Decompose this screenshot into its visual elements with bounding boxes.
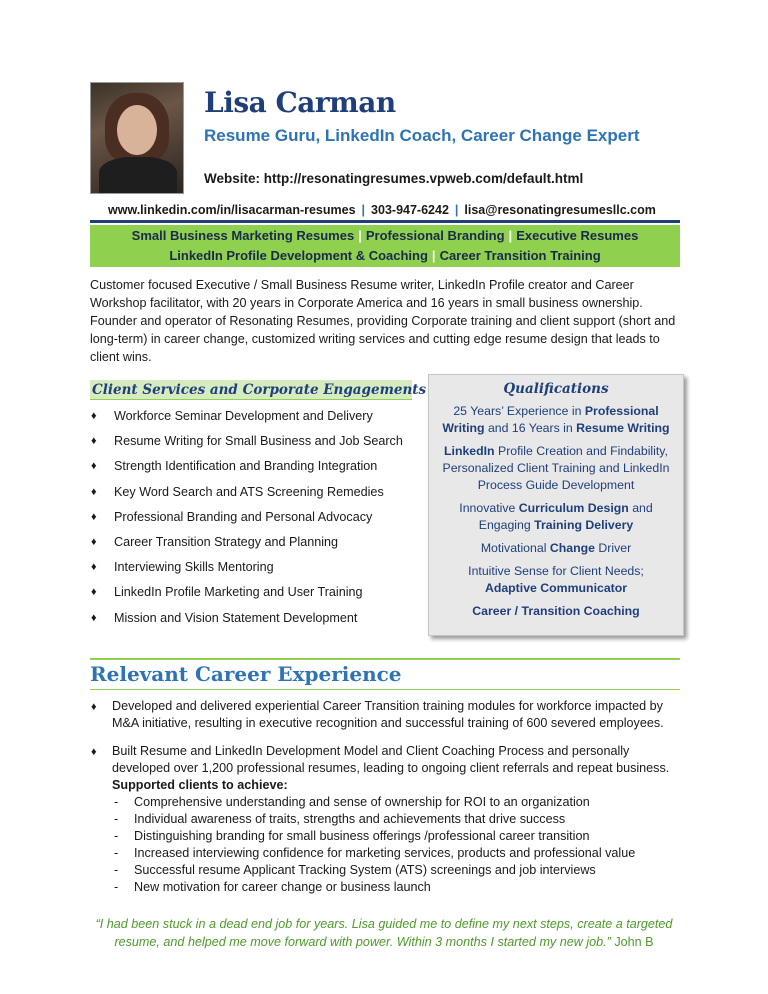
banner-separator: | [508, 228, 513, 243]
banner-item: Executive Resumes [516, 228, 639, 243]
list-item: ♦ Professional Branding and Personal Advocacy [90, 507, 420, 532]
diamond-bullet-icon: ♦ [91, 611, 97, 624]
contact-separator: | [454, 203, 459, 217]
diamond-bullet-icon: ♦ [91, 701, 97, 713]
list-item: ♦ Resume Writing for Small Business and Job Search [90, 431, 420, 456]
profile-photo [90, 82, 184, 194]
experience-item: ♦ Developed and delivered experiential Career Transition training modules for workforce impacted by M&A initiative, resulting in executive recognition and successful training of 600 severed employees. [91, 699, 664, 730]
diamond-bullet-icon: ♦ [91, 460, 97, 473]
services-banner [90, 225, 680, 267]
list-item: - Successful resume Applicant Tracking System (ATS) screenings and job interviews [114, 863, 596, 877]
list-item: - Individual awareness of traits, strengths and achievements that drive success [114, 812, 566, 826]
banner-row-2 [90, 246, 680, 266]
qualification-item: 25 Years’ Experience in Professional Writing and 16 Years in Resume Writing [442, 404, 670, 435]
qualification-item: Innovative Curriculum Design and Engaging Training Delivery [459, 501, 653, 532]
linkedin-link[interactable]: www.linkedin.com/in/lisacarman-resumes [108, 203, 356, 217]
diamond-bullet-icon: ♦ [91, 586, 97, 599]
list-item: ♦ LinkedIn Profile Marketing and User Training [90, 582, 420, 607]
email-link[interactable]: lisa@resonatingresumesllc.com [464, 203, 656, 217]
list-item: - New motivation for career change or business launch [114, 880, 431, 894]
banner-item: LinkedIn Profile Development & Coaching [169, 248, 428, 263]
banner-row-1 [90, 226, 680, 246]
list-item: ♦ Key Word Search and ATS Screening Remedies [90, 482, 420, 507]
diamond-bullet-icon: ♦ [91, 561, 97, 574]
qualifications-title: Qualifications [503, 381, 609, 397]
contact-separator: | [361, 203, 366, 217]
photo-shirt [99, 157, 177, 194]
banner-item: Small Business Marketing Resumes [131, 228, 355, 243]
supported-label: Supported clients to achieve: [112, 778, 288, 792]
diamond-bullet-icon: ♦ [91, 485, 97, 498]
client-services-heading: Client Services and Corporate Engagements [92, 382, 427, 398]
diamond-bullet-icon: ♦ [91, 435, 97, 448]
list-item: - Increased interviewing confidence for marketing services, products and professional value [114, 846, 636, 860]
phone-number: 303-947-6242 [371, 203, 449, 217]
testimonial [78, 915, 690, 951]
testimonial-quote: “I had been stuck in a dead end job for years. Lisa guided me to define my next steps, create a targeted resume, and helped me move forward with power. Within 3 months I started my new job.” [95, 917, 673, 949]
section-divider [90, 689, 680, 690]
qualification-item: LinkedIn Profile Creation and Findability, Personalized Client Training and LinkedIn Process Guide Development [442, 444, 670, 492]
photo-face [117, 105, 157, 155]
list-item: ♦ Mission and Vision Statement Development [90, 608, 420, 633]
list-item: - Distinguishing branding for small business offerings /professional career transition [114, 829, 590, 843]
contact-line [108, 203, 656, 217]
banner-separator: | [358, 228, 362, 243]
list-item: ♦ Interviewing Skills Mentoring [90, 557, 420, 582]
testimonial-author: John B [610, 935, 654, 949]
experience-item: ♦ Built Resume and LinkedIn Development Model and Client Coaching Process and personally developed over 1,200 professional resumes, leading to ongoing client referrals and repeat business. Supported clients to achieve: - Comprehensive understanding and sense of ownership for ROI to an organization - Individual awareness of traits, strengths and achievements that drive success - Distinguishing branding for small business offerings /professional career transition - Increased interviewing confidence for marketing services, products and professional value - Successful resume Applicant Tracking System (ATS) screenings and job interviews - New motivation for career change or business launch [90, 743, 690, 896]
list-item: ♦ Workforce Seminar Development and Delivery [90, 406, 420, 431]
client-services-list [90, 406, 420, 633]
banner-separator: | [431, 248, 436, 263]
banner-item: Professional Branding [365, 228, 505, 243]
header-divider [90, 220, 680, 223]
website-link[interactable]: Website: http://resonatingresumes.vpweb.com/default.html [204, 171, 584, 186]
qualification-item: Motivational Change Driver [480, 541, 632, 555]
profile-summary: Customer focused Executive / Small Business Resume writer, LinkedIn Profile creator and Career Workshop facilitator, with 20 years in Corporate America and 16 years in small business ownership. Founder and operator of Resonating Resumes, providing Corporate training and client support (short and long-term) in career change, customized writing services and cutting edge resume design that leads to client wins. [90, 278, 676, 364]
list-item: ♦ Career Transition Strategy and Planning [90, 532, 420, 557]
qualification-item: Intuitive Sense for Client Needs; Adaptive Communicator [468, 564, 644, 595]
diamond-bullet-icon: ♦ [91, 746, 97, 758]
experience-heading: Relevant Career Experience [90, 662, 402, 686]
section-divider [90, 658, 680, 660]
diamond-bullet-icon: ♦ [91, 535, 97, 548]
banner-item: Career Transition Training [439, 248, 601, 263]
supported-list [112, 794, 690, 896]
list-item: - Comprehensive understanding and sense of ownership for ROI to an organization [114, 795, 590, 809]
qualifications-box [428, 374, 684, 636]
diamond-bullet-icon: ♦ [91, 510, 97, 523]
tagline: Resume Guru, LinkedIn Coach, Career Change Expert [204, 126, 640, 145]
person-name: Lisa Carman [204, 86, 396, 119]
diamond-bullet-icon: ♦ [91, 410, 97, 422]
list-item: ♦ Strength Identification and Branding Integration [90, 456, 420, 481]
qualification-item: Career / Transition Coaching [472, 604, 640, 618]
